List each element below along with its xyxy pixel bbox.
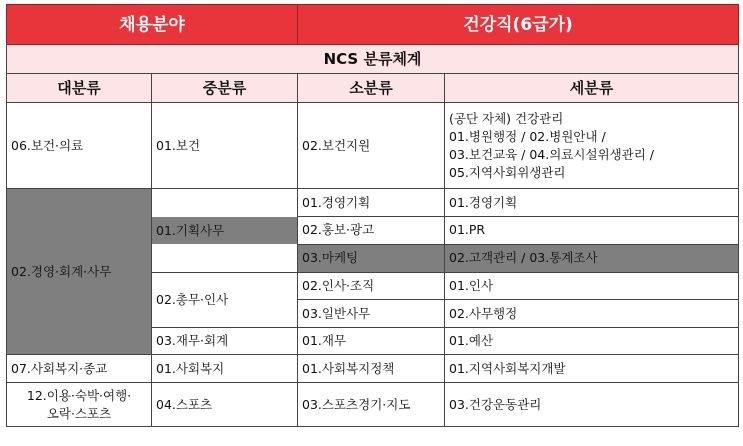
cell-mid: 03.재무·회계 xyxy=(152,328,298,355)
cell-detail: 01.예산 xyxy=(445,328,739,355)
cell-detail: 03.건강운동관리 xyxy=(445,383,739,427)
cell-minor: 03.스포츠경기·지도 xyxy=(298,383,445,427)
col-mid: 중분류 xyxy=(152,74,298,103)
ncs-classification-table xyxy=(6,4,739,427)
cell-detail: 01.경영기획 xyxy=(445,189,739,217)
cell-detail: 01.PR xyxy=(445,217,739,244)
col-minor: 소분류 xyxy=(298,74,445,103)
cell-detail-highlighted: 02.고객관리 / 03.통계조사 xyxy=(445,244,739,272)
table-row xyxy=(7,103,739,189)
cell-detail: 01.인사 xyxy=(445,273,739,300)
header-job-type: 건강직(6급가) xyxy=(298,5,739,45)
table-row xyxy=(7,383,739,427)
cell-mid: 04.스포츠 xyxy=(152,383,298,427)
cell-major: 06.보건·의료 xyxy=(7,103,152,189)
cell-minor-highlighted: 03.마케팅 xyxy=(298,244,445,272)
major-line: 오락·스포츠 xyxy=(46,405,112,421)
cell-major: 07.사회복지·종교 xyxy=(7,355,152,383)
detail-line: 03.보건교육 / 04.의료시설위생관리 / xyxy=(449,146,655,162)
ncs-title-row xyxy=(7,45,739,74)
cell-detail: 01.지역사회복지개발 xyxy=(445,355,739,383)
cell-minor: 03.일반사무 xyxy=(298,300,445,328)
cell-mid: 02.총무·인사 xyxy=(152,273,298,328)
cell-mid-highlighted: 01.기획사무 xyxy=(152,217,297,244)
cell-detail: 02.사무행정 xyxy=(445,300,739,328)
cell-major-highlighted: 02.경영·회계·사무 xyxy=(7,189,152,355)
cell-minor: 01.사회복지정책 xyxy=(298,355,445,383)
cell-mid-group xyxy=(152,189,298,273)
header-recruit-field: 채용분야 xyxy=(7,5,298,45)
table-row xyxy=(7,355,739,383)
detail-line: 01.병원행정 / 02.병원안내 / xyxy=(449,128,606,144)
cell-mid: 01.보건 xyxy=(152,103,298,189)
cell-mid: 01.사회복지 xyxy=(152,355,298,383)
column-header-row xyxy=(7,74,739,103)
header-row xyxy=(7,5,739,45)
cell-minor: 02.인사·조직 xyxy=(298,273,445,300)
cell-minor: 01.경영기획 xyxy=(298,189,445,217)
table-row xyxy=(7,189,739,217)
cell-minor: 02.보건지원 xyxy=(298,103,445,189)
col-detail: 세분류 xyxy=(445,74,739,103)
cell-detail xyxy=(445,103,739,189)
detail-line: (공단 자체) 건강관리 xyxy=(449,110,564,126)
cell-major xyxy=(7,383,152,427)
col-major: 대분류 xyxy=(7,74,152,103)
ncs-table-container xyxy=(6,4,738,440)
cell-minor: 01.재무 xyxy=(298,328,445,355)
ncs-title: NCS 분류체계 xyxy=(7,45,739,74)
detail-line: 05.지역사회위생관리 xyxy=(449,164,566,180)
cell-minor: 02.홍보·광고 xyxy=(298,217,445,244)
major-line: 12.이용·숙박·여행· xyxy=(26,387,132,403)
